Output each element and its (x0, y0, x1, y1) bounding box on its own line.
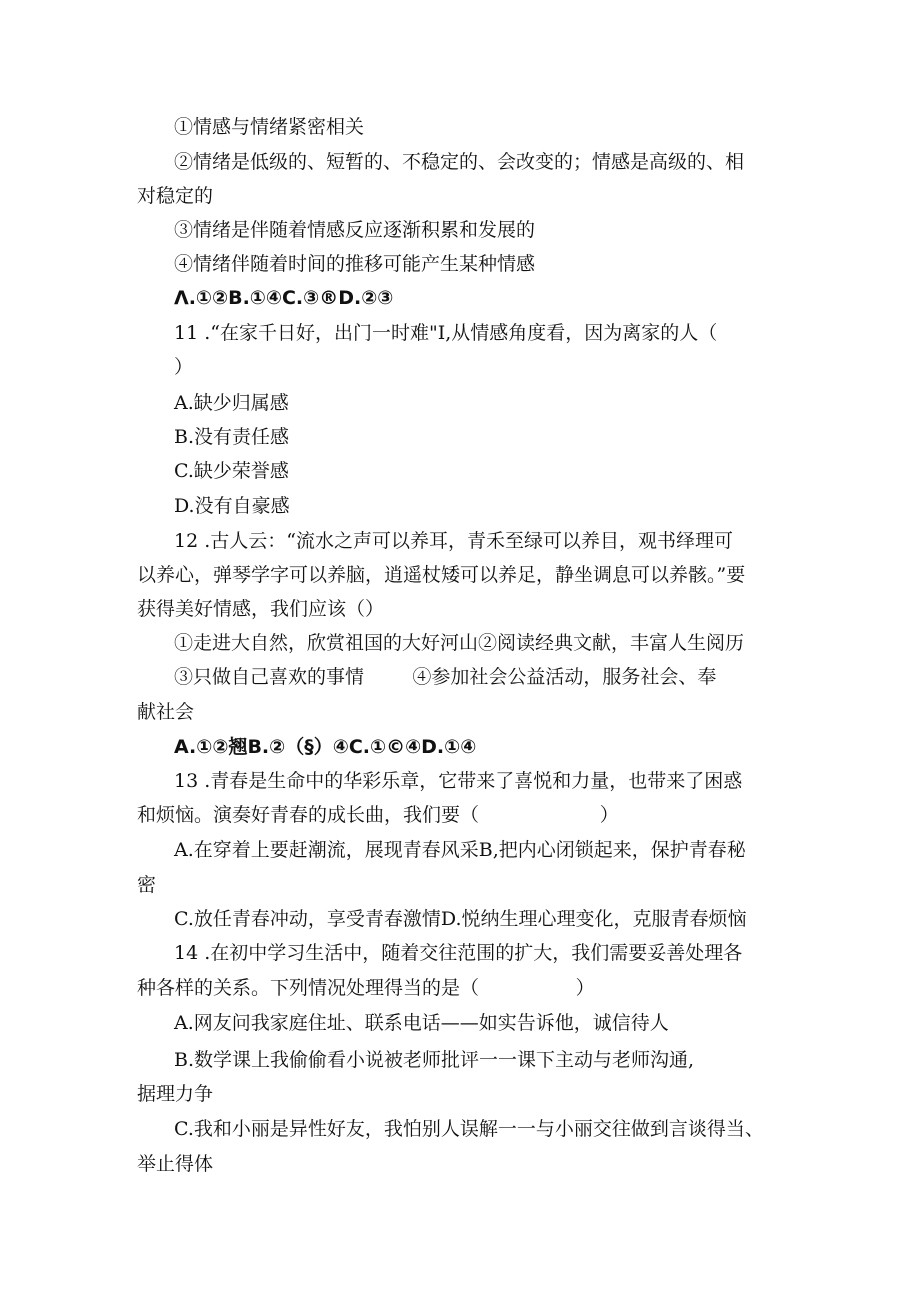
q14-stem-cont: 种各样的关系。下列情况处理得当的是（ ） (137, 977, 595, 999)
q12-stem: 12 .古人云：“流水之声可以养耳，青禾至绿可以养目，观书绎理可 (174, 530, 733, 552)
statement-2: ②情绪是低级的、短暂的、不稳定的、会改变的；情感是高级的、相 (174, 151, 745, 173)
q12-statements-cont: 献社会 (137, 701, 195, 723)
q12-stem-cont-2: 获得美好情感，我们应该（） (137, 598, 385, 620)
q14-option-c-cont: 举止得体 (137, 1153, 214, 1175)
q14-option-b: B.数学课上我偷偷看小说被老师批评一一课下主动与老师沟通, (174, 1049, 695, 1071)
q11-option-a: A.缺少归属感 (174, 392, 289, 414)
q12-stem-cont-1: 以养心，弹琴学字可以养脑，逍遥杖矮可以养足，静坐调息可以养骸。”要 (137, 564, 746, 586)
q13-stem: 13 .青春是生命中的华彩乐章，它带来了喜悦和力量，也带来了困惑 (174, 770, 743, 792)
statement-1: ①情感与情绪紧密相关 (174, 116, 365, 138)
q11-option-b: B.没有责任感 (174, 426, 290, 448)
q14-option-b-cont: 据理力争 (137, 1083, 214, 1105)
q12-statements-1: ①走进大自然，欣赏祖国的大好河山②阅读经典文献，丰富人生阅历 (174, 632, 745, 654)
q11-stem-cont: ） (174, 356, 194, 378)
q14-stem: 14 .在初中学习生活中，随着交往范围的扩大，我们需要妥善处理各 (174, 942, 743, 964)
statement-3: ③情绪是伴随着情感反应逐渐积累和发展的 (174, 219, 536, 241)
q13-stem-cont: 和烦恼。演奏好青春的成长曲，我们要（ ） (137, 804, 619, 826)
q12-options: A.①②翘B.②（§）④C.①©④D.①④ (174, 736, 477, 758)
q13-options-ab: A.在穿着上要赶潮流，展现青春风采B,把内心闭锁起来，保护青春秘 (174, 839, 746, 861)
q12-statements-2: ③只做自己喜欢的事情 ④参加社会公益活动，服务社会、奉 (174, 666, 717, 688)
statement-2-cont: 对稳定的 (137, 185, 214, 207)
q14-option-a: A.网友问我家庭住址、联系电话——如实告诉他，诚信待人 (174, 1012, 669, 1034)
statement-4: ④情绪伴随着时间的推移可能产生某种情感 (174, 253, 536, 275)
q11-option-d: D.没有自豪感 (174, 495, 290, 517)
q13-options-cd: C.放任青春冲动，享受青春激情D.悦纳生理心理变化，克服青春烦恼 (174, 908, 747, 930)
q13-options-ab-cont: 密 (137, 874, 157, 896)
q11-stem: 11 .“在家千日好，出门一时难"I,从情感角度看，因为离家的人（ (174, 322, 718, 344)
q14-option-c: C.我和小丽是异性好友，我怕别人误解一一与小丽交往做到言谈得当、 (174, 1118, 764, 1140)
q11-option-c: C.缺少荣誉感 (174, 460, 289, 482)
q10-options: Λ.①②B.①④C.③®D.②③ (174, 287, 394, 309)
